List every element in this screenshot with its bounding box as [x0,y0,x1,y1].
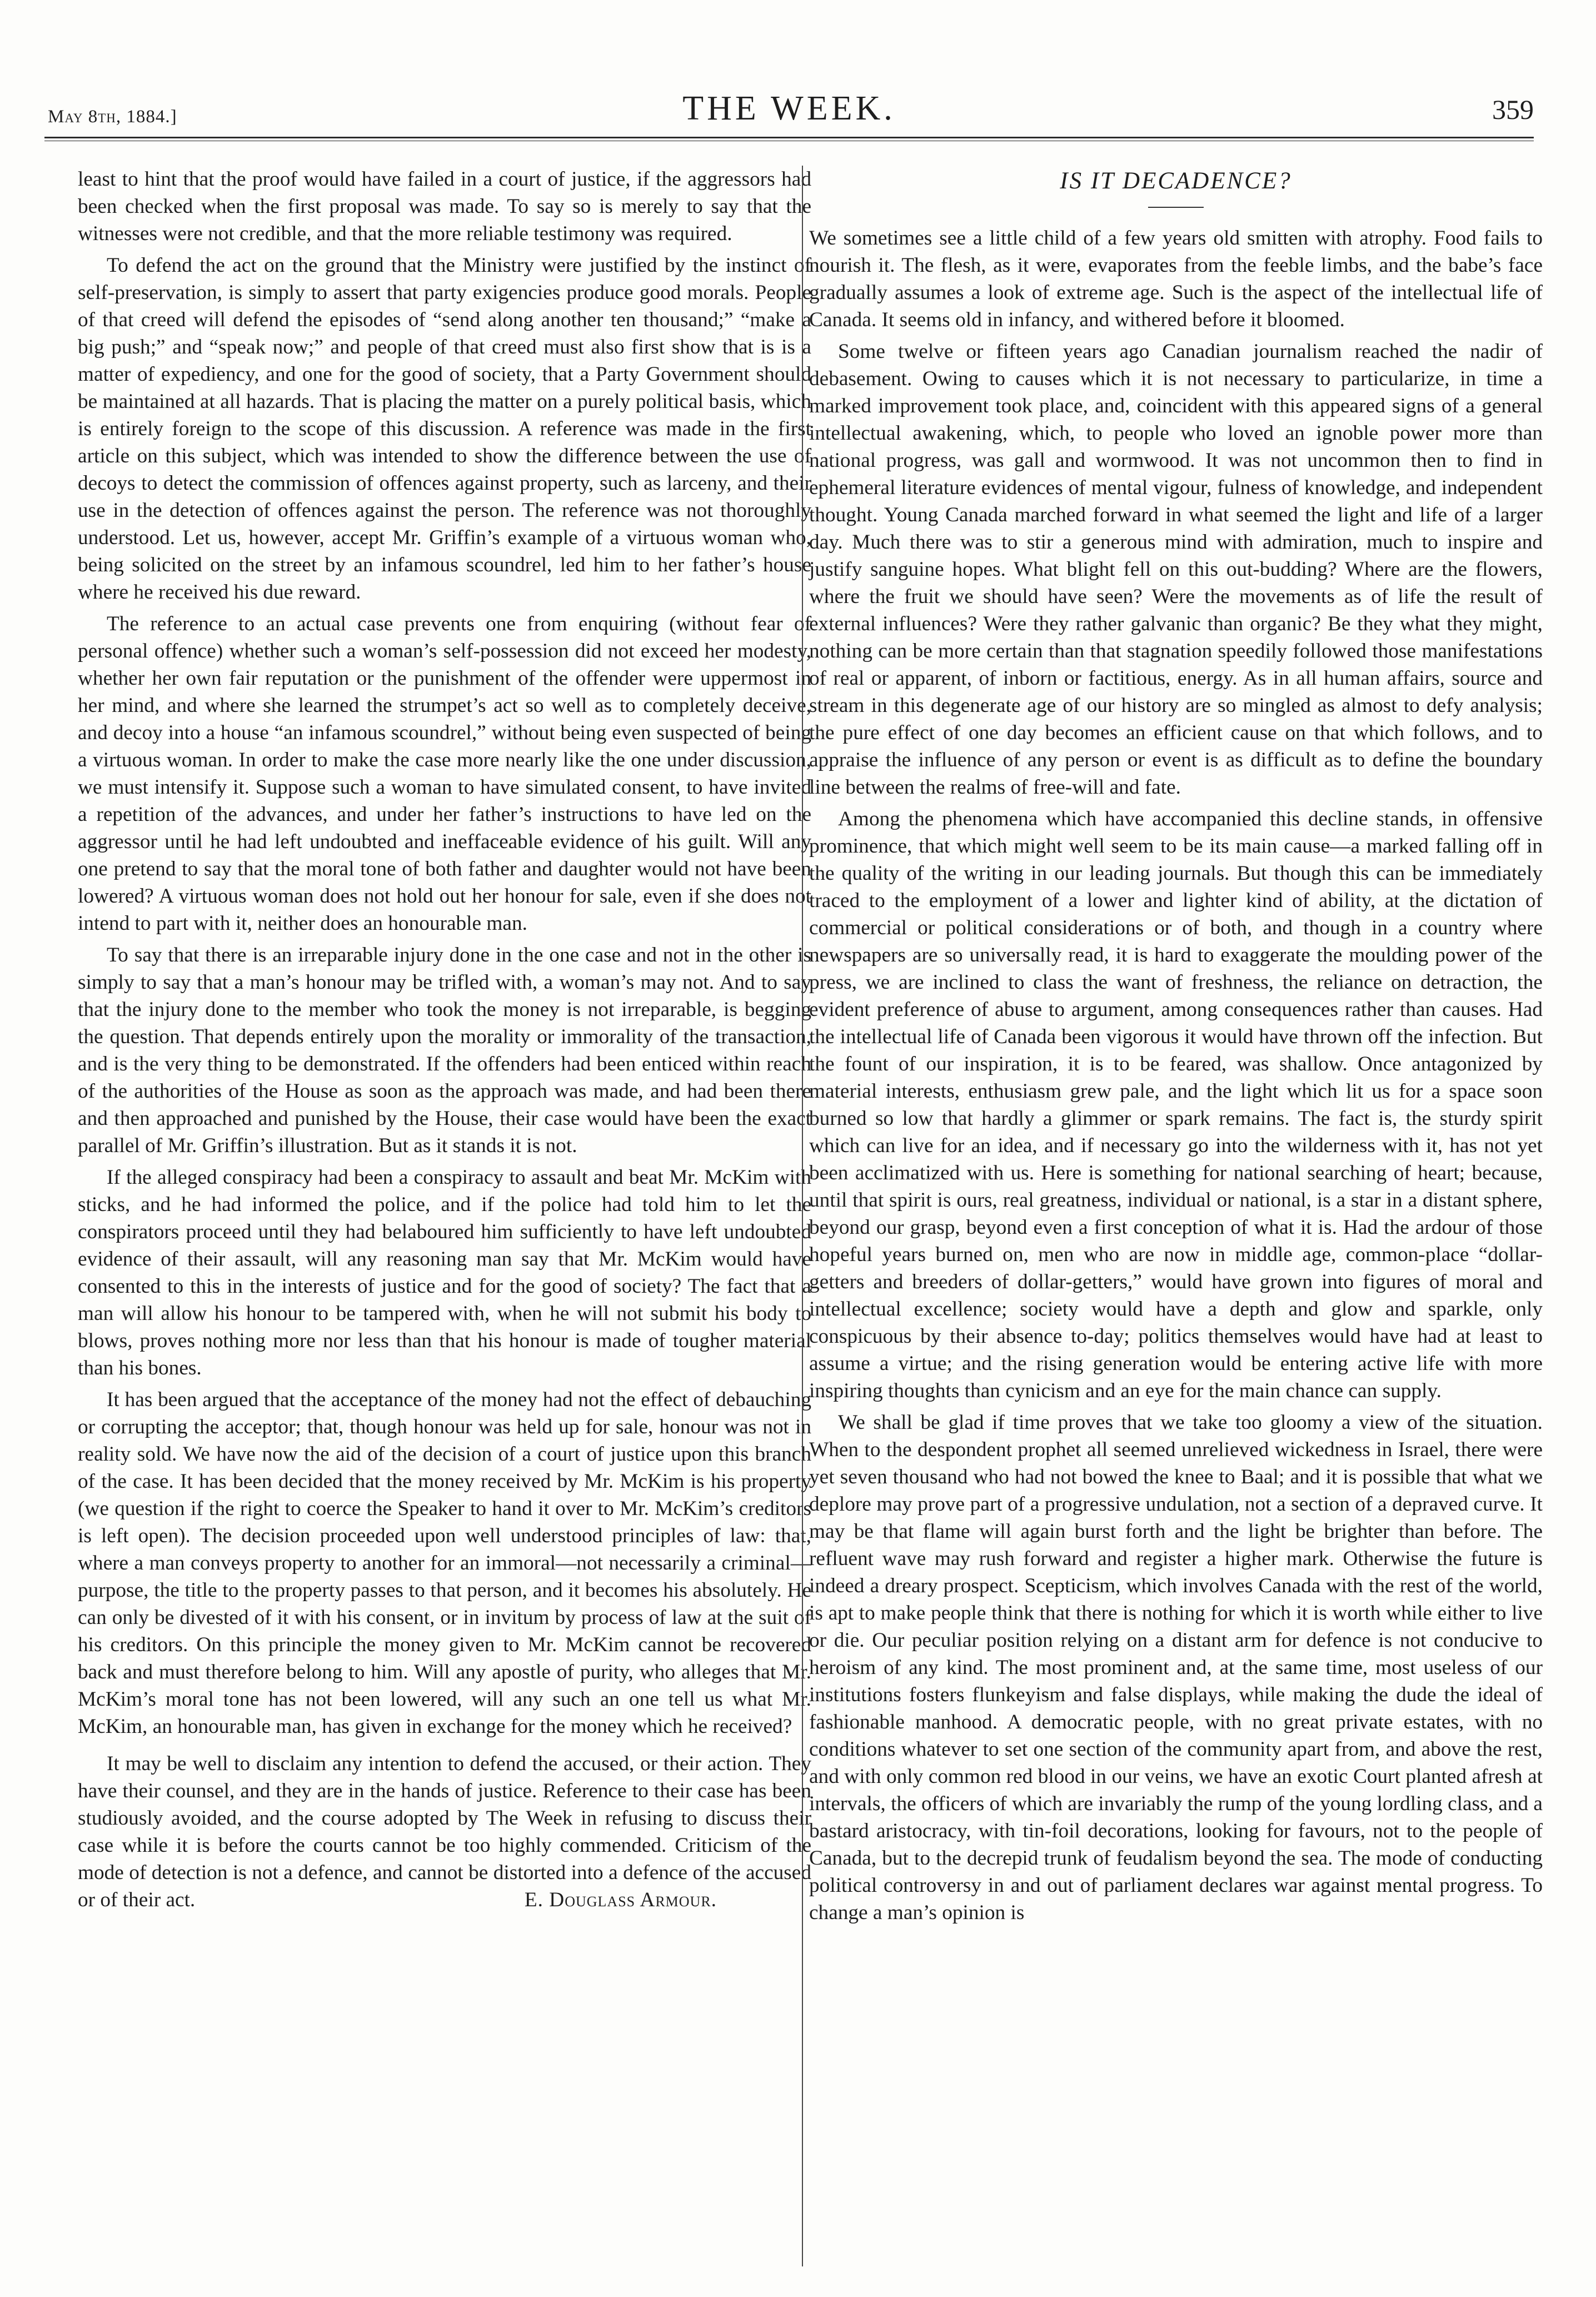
right-paragraph-3: Among the phenomena which have accompanied this decline stands, in offensive prominence, that which might well seem to be its main cause—a marked falling off in the quality of the writing in our leading journals. But though this can be immediately traced to the employment of a lower and lighter kind of ability, at the dictation of commercial or political considerations or of both, and though in a country where newspapers are so universally read, it is hard to exaggerate the moulding power of the press, we are inclined to class the want of freshness, the reliance on detraction, the evident preference of abuse to argument, among consequences rather than causes. Had the intellectual life of Canada been vigorous it would have thrown off the infection. But the fount of our inspiration, it is to be feared, was shallow. Once antagonized by material interests, enthusiasm grew pale, and the light which lit us for a space soon burned so low that hardly a glimmer or spark remains. The fact is, the sturdy spirit which can live for an idea, and if necessary go into the wilderness with it, has not yet been acclimatized with us. Here is something for national searching of heart; because, until that spirit is ours, real greatness, individual or national, is a star in a distant sphere, beyond our grasp, beyond even a first conception of what it is. Had the ardour of those hopeful years burned on, men who are now in middle age, common-place “dollar-getters and breeders of dollar-getters,” would have grown into figures of moral and intellectual excellence; society would have a depth and glow and sparkle, only conspicuous by their absence to-day; politics themselves would have had at least to assume a virtue; and the rising generation would be entering active life with more inspiring thoughts than cynicism and an eye for the main chance can supply. [809,808,1543,1402]
left-paragraph-7-text: It may be well to disclaim any intention to defend the accused, or their action. They have their counsel, and they are in the hands of justice. Reference to their case has been studiously avoided, and the course adopted by The Week in refusing to discuss their case while it is before the courts cannot be too highly commended. Criticism of the mode of detection is not a defence, and cannot be distorted into a defence of the accused or of their act. [78,1752,811,1911]
article-title: IS IT DECADENCE? [1060,168,1292,194]
journal-title: THE WEEK. [682,89,896,127]
header-rule [44,137,1534,141]
right-paragraph-1: We sometimes see a little child of a few years old smitten with atrophy. Food fails to nourish it. The flesh, as it were, evaporates from the feeble limbs, and the babe’s face gradually assumes a look of extreme age. Such is the aspect of the intellectual life of Canada. It seems old in infancy, and withered before it bloomed. [809,227,1543,331]
running-header [44,78,1534,139]
column-divider [802,166,803,2266]
left-paragraph-6: It has been argued that the acceptance of the money had not the effect of debauching or corrupting the acceptor; that, though honour was held up for sale, honour was not in reality sold. We have now the aid of the decision of a court of justice upon this branch of the case. It has been decided that the money received by Mr. McKim is his property (we question if the right to coerce the Speaker to hand it over to Mr. McKim’s creditors is left open). The decision proceeded upon well understood principles of law: that, where a man conveys property to another for an immoral—not necessarily a criminal—purpose, the title to the property passes to that person, and it becomes his absolutely. He can only be divested of it with his consent, or in invitum by process of law at the suit of his creditors. On this principle the money given to Mr. McKim cannot be recovered back and must therefore belong to him. Will any apostle of purity, who alleges that Mr. McKim’s moral tone has not been lowered, will any such an one tell us what Mr. McKim, an honourable man, has given in exchange for the money which he received? [78,1388,811,1738]
right-column [809,166,1543,1926]
issue-date: May 8th, 1884.] [48,107,177,127]
left-column [78,166,811,1914]
left-paragraph-5: If the alleged conspiracy had been a conspiracy to assault and beat Mr. McKim with sticks, and he had informed the police, and if the police had told him to let the conspirators proceed until they had belaboured him sufficiently to have left undoubted evidence of their assault, will any reasoning man say that Mr. McKim would have consented to this in the interests of justice and for the good of society? The fact that a man will allow his honour to be tampered with, when he will not submit his body to blows, proves nothing more nor less than that his honour is made of tougher material than his bones. [78,1166,811,1379]
page-number: 359 [1492,94,1534,125]
left-paragraph-7 [78,1750,811,1914]
left-paragraph-3: The reference to an actual case prevents one from enquiring (without fear of personal offence) whether such a woman’s self-possession did not exceed her modesty, whether her own fair reputation or the punishment of the offender were uppermost in her mind, and where she learned the strumpet’s act so well as to completely deceive, and decoy into a house “an infamous scoundrel,” without being even suspected of being a virtuous woman. In order to make the case more nearly like the one under discussion, we must intensify it. Suppose such a woman to have simulated consent, to have invited a repetition of the advances, and under her father’s instructions to have led on the aggressor until he had left undoubted and ineffaceable evidence of his guilt. Will any one pretend to say that the moral tone of both father and daughter would not have been lowered? A virtuous woman does not hold out her honour for sale, even if she does not intend to part with it, neither does an honourable man. [78,612,811,935]
left-paragraph-2: To defend the act on the ground that the Ministry were justified by the instinct of self-preservation, is simply to assert that party exigencies produce good morals. People of that creed will defend the episodes of “send along another ten thousand;” “make a big push;” and “speak now;” and people of that creed must also first show that is is a matter of expediency, and one for the good of society, that a Party Government should be maintained at all hazards. That is placing the matter on a purely political basis, which is entirely foreign to the scope of this discussion. A reference was made in the first article on this subject, which was intended to show the difference between the use of decoys to detect the commission of offences against property, such as larceny, and their use in the detection of offences against the person. The reference was not thoroughly understood. Let us, however, accept Mr. Griffin’s example of a virtuous woman who, being solicited on the street by an infamous scoundrel, led him to her father’s house where he received his due reward. [78,254,811,604]
author-signature: E. Douglass Armour. [524,1889,717,1911]
title-rule [1148,207,1204,208]
left-paragraph-1: least to hint that the proof would have failed in a court of justice, if the aggressors had been checked when the first proposal was made. To say so is merely to say that the witnesses were not credible, and that the more reliable testimony was required. [78,168,811,245]
left-paragraph-4: To say that there is an irreparable injury done in the one case and not in the other is simply to say that a man’s honour may be trifled with, a woman’s may not. And to say that the injury done to the member who took the money is not irreparable, is begging the question. That depends entirely upon the morality or immorality of the transaction, and is the very thing to be demonstrated. If the offenders had been enticed within reach of the authorities of the House as soon as the approach was made, and had been there and then approached and punished by the House, their case would have been the exact parallel of Mr. Griffin’s illustration. But as it stands it is not. [78,944,811,1157]
right-paragraph-2: Some twelve or fifteen years ago Canadian journalism reached the nadir of debasement. Owing to causes which it is not necessary to particularize, in time a marked improvement took place, and, coincident with this appeared signs of a general intellectual awakening, which, to people who loved an ignoble power more than national progress, was gall and wormwood. It was not uncommon then to find in ephemeral literature evidences of mental vigour, fulness of knowledge, and independent thought. Young Canada marched forward in what seemed the light and life of a larger day. Much there was to stir a generous mind with admiration, much to inspire and justify sanguine hopes. What blight fell on this out-budding? Where are the flowers, where the fruit we should have seen? Were the movements as of life the result of external influences? Were they rather galvanic than organic? Be they what they might, nothing can be more certain than that stagnation speedily followed those manifestations of real or apparent, of inborn or factitious, energy. As in all human affairs, source and stream in this degenerate age of our history are so mingled as almost to defy analysis; the pure effect of one day becomes an efficient cause on that which follows, and to appraise the influence of any person or event is as difficult as to define the boundary line between the realms of free-will and fate. [809,340,1543,799]
right-paragraph-4: We shall be glad if time proves that we take too gloomy a view of the situation. When to the despondent prophet all seemed unrelieved wickedness in Israel, there were yet seven thousand who had not bowed the knee to Baal; and it is possible that what we deplore may prove part of a progressive undulation, not a section of a depraved curve. It may be that flame will again burst forth and the light be brighter than before. The refluent wave may rush forward and register a higher mark. Otherwise the future is indeed a dreary prospect. Scepticism, which involves Canada with the rest of the world, is apt to make people think that there is nothing for which it is worth while either to live or die. Our peculiar position relying on a distant arm for defence is not conducive to heroism of any kind. The most prominent and, at the same time, most useless of our institutions fosters flunkeyism and false displays, while making the dude the ideal of fashionable manhood. A democratic people, with no great private estates, with no conditions whatever to set one section of the community apart from, and above the rest, and with only common red blood in our veins, we have an exotic Court planted afresh at intervals, the officers of which are invariably the rump of the young lordling class, and a bastard aristocracy, with tin-foil decorations, looking for favours, not to the people of Canada, but to the decrepid trunk of feudalism beyond the sea. The mode of conducting political controversy in and out of parliament declares war against mental progress. To change a man’s opinion is [809,1411,1543,1924]
